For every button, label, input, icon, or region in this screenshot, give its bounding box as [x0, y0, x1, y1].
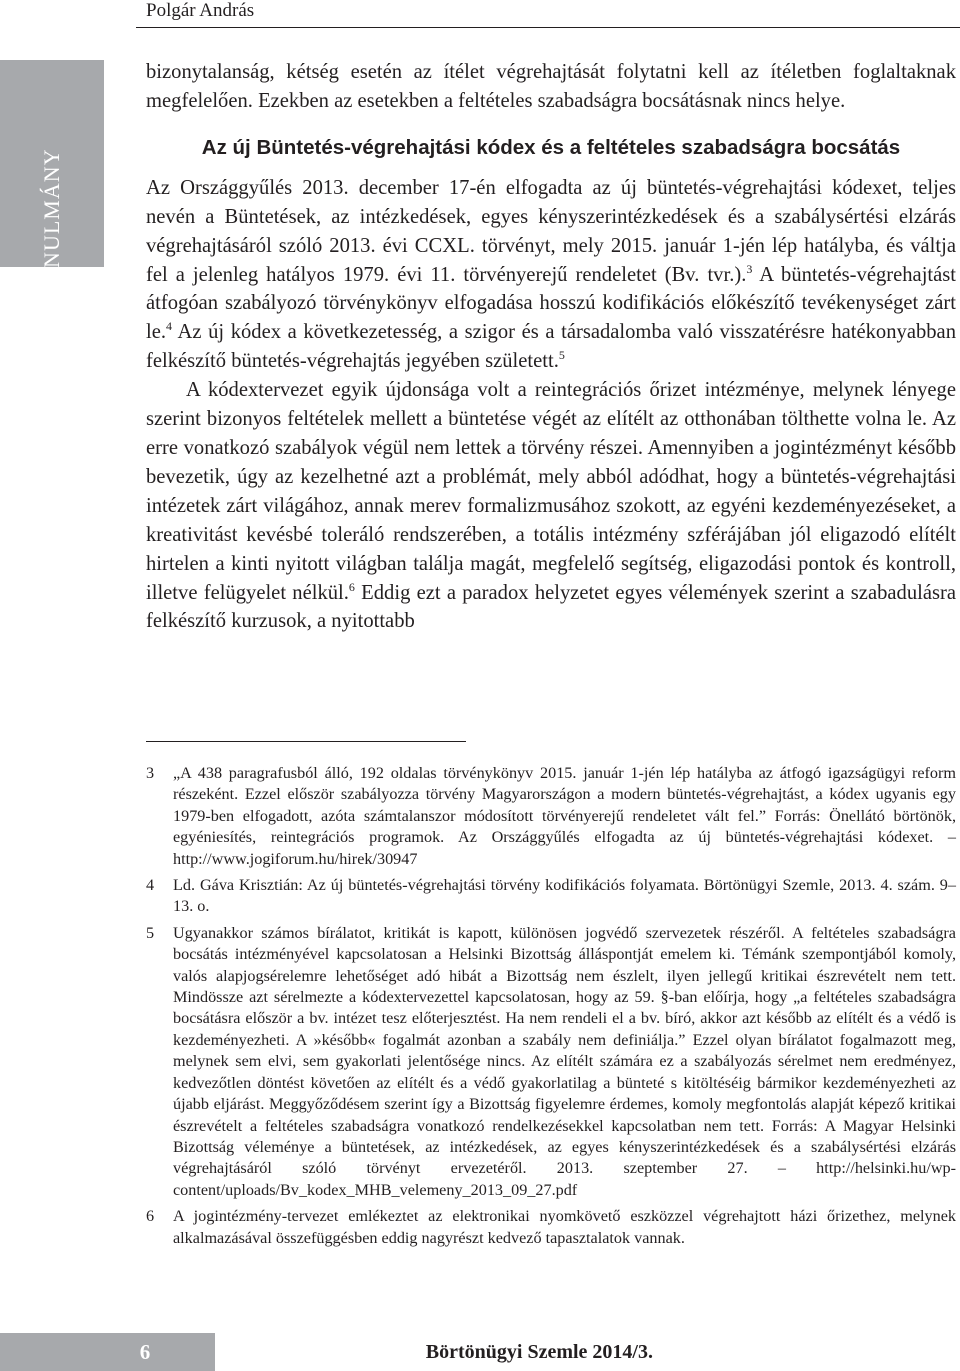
footnote-text: Ld. Gáva Krisztián: Az új büntetés-végrehajtási törvény kodifikációs folyamata. Börtönügyi Szemle, 2013. 4. szám. 9–13. o.	[173, 876, 956, 916]
section-side-tab-label: TANULMÁNY	[39, 148, 64, 298]
paragraph-3-part-b: Eddig ezt a paradox helyzetet egyes vélemények szerint a szabadulásra felkészítő kurzusok, a nyitottabb	[146, 581, 956, 633]
paragraph-2-part-b: A büntetés-végrehajtást átfogóan szabályozó törvénykönyv elfogadása hosszú kodifikációs előkészítő tevékenységet zárt le.	[146, 263, 957, 344]
paragraph-1: bizonytalanság, kétség esetén az ítélet végrehajtását folytatni kell az ítéletben foglaltaknak megfelelően. Ezekben az esetekben a feltételes szabadságra bocsátásnak nincs helye.	[146, 61, 956, 112]
page-number-box	[0, 1333, 215, 1371]
footnote-4	[146, 875, 956, 918]
footnote-ref-3[interactable]: 3	[746, 261, 753, 276]
footnote-ref-5[interactable]: 5	[558, 348, 565, 363]
section-heading: Az új Büntetés-végrehajtási kódex és a feltételes szabadságra bocsátás	[201, 135, 901, 159]
paragraph-3	[146, 376, 956, 636]
footnote-text: „A 438 paragrafusból álló, 192 oldalas törvénykönyv 2015. január 1-jén lép hatályba az átfogó igazságügyi reform részeként. Ezzel először szabályozza törvény Magyarországon a modern büntetés-végrehajtást, a kódex ugyanis egy 1979-ben elfogadott, azóta számtalanszor módosított törvényerejű rendeletet vált fel.” Forrás: Önellátó börtönök, egyéniesítés, reintegrációs programok. Az Országgyűlés elfogadta az új büntetés-végrehajtási kódexet. – http://www.jogiforum.hu/hirek/30947	[173, 764, 956, 868]
header-rule	[136, 27, 960, 28]
journal-title: Börtönügyi Szemle 2014/3.	[425, 1341, 653, 1363]
footnote-number: 5	[146, 923, 155, 942]
footnote-3	[146, 763, 956, 870]
paragraph-2-part-c: Az új kódex a következetesség, a szigor és a társadalomba való visszatérésre hatékonyabban felkészítő büntetés-végrehajtás jegyében született.	[146, 321, 956, 373]
footnote-number: 4	[146, 876, 155, 895]
footnote-separator	[146, 741, 466, 742]
footnote-ref-6[interactable]: 6	[348, 579, 355, 594]
footnote-text: Ugyanakkor számos bírálatot, kritikát is kapott, különösen jogvédő szervezetek részéről. A feltételes szabadságra bocsátás intézményével kapcsolatosan a Helsinki Bizottság álláspontját emelem ki. Témánk szempontjából komoly, valós alapjogsérelemre lehetőséget adó hibát a Bizottság nem észlelt, ilyen jellegű kritikai észrevételt nem tett. Mindössze azt sérelmezte a kódextervezettel kapcsolatosan, hogy az 59. §-ban előírja, hogy „a feltételes szabadságra bocsátásra először a bv. intézet tesz előterjesztést. Ha nem rendeli el a bv. bíró, akkor azt később az elítélt és a védő is kezdeményezheti. A »később« fogalmát azonban a szabály nem definiálja.” Ezzel olyan bírálatot fogalmazott meg, melynek sem elvi, sem gyakorlati jelentősége nincs. Az elítélt számára ez a szabályozás sérelmet nem eredményez, kedvezőtlen döntést követően az elítélt és a védő gyakorlatilag a bünteté s kitöltéséig bármikor kezdeményezheti az újabb eljárást. Meggyőződésem szerint így a Bizottság figyelemre érdemes, komoly megfontolás alapját képező kritikai észrevételt a feltételes szabadságra vonatkozó rendelkezésekkel kapcsolatban nem tett. Forrás: A Magyar Helsinki Bizottság véleménye a büntetések, az intézkedések, az egyes kényszerintézkedések és a szabálysértési elzárás végrehajtásáról szóló törvényt ervezetéről. 2013. szeptember 27. – http://helsinki.hu/wp-content/uploads/Bv_kodex_MHB_velemeny_2013_09_27.pdf	[173, 923, 956, 1199]
footnote-5	[146, 923, 956, 1201]
paragraph-3-part-a: A kódextervezet egyik újdonsága volt a reintegrációs őrizet intézménye, melynek lényege szerint bizonyos feltételek mellett a büntetése végét az elítélt az otthonában tölthette volna le. Az erre vonatkozó szabályok végül nem lettek a törvény részei. Amennyiben a jogintézményt később bevezetik, úgy az kezelhetné azt a problémát, mely abból adódhat, hogy a büntetés-végrehajtási intézetek zárt világához, annak merev formalizmusához szokott, az egyéni kezdeményezéseket, a kreativitást kevésbé toleráló rendszerében, a totális intézmény szférájában jól eligazodó elítélt hirtelen a kinti nyitott világban találja magát, megfelelő segítség, eligazodási pontok és kontroll, illetve felügyelet nélkül.	[146, 379, 956, 604]
footnote-text: A jogintézmény-tervezet emlékeztet az elektronikai nyomkövető eszközzel végrehajtott házi őrizethez, melynek alkalmazásával összefüggésben eddig nagyrészt kedvező tapasztalatok vannak.	[173, 1207, 956, 1247]
footnote-number: 3	[146, 764, 155, 782]
footnote-number: 6	[146, 1207, 155, 1226]
section-side-tab	[0, 60, 104, 298]
paragraph-2	[146, 174, 956, 376]
footnote-ref-4[interactable]: 4	[166, 319, 173, 334]
paragraph-2-part-a: Az Országgyűlés 2013. december 17-én elfogadta az új büntetés-végrehajtási kódexet, teljes nevén a Büntetések, az intézkedések, egyes kényszerintézkedések és a szabálysértési elzárás végrehajtásáról szóló 2013. évi CCXL. törvényt, mely 2015. január 1-jén lép hatályba, és váltja fel a jelenleg hatályos 1979. évi 11. törvényerejű rendeletet (Bv. tvr.).	[146, 176, 956, 286]
running-header-author: Polgár András	[146, 0, 255, 21]
footnotes	[146, 763, 956, 1254]
body-text	[146, 58, 956, 636]
footnote-6	[146, 1206, 956, 1249]
page-number: 6	[139, 1340, 151, 1364]
page-footer	[0, 1333, 960, 1371]
